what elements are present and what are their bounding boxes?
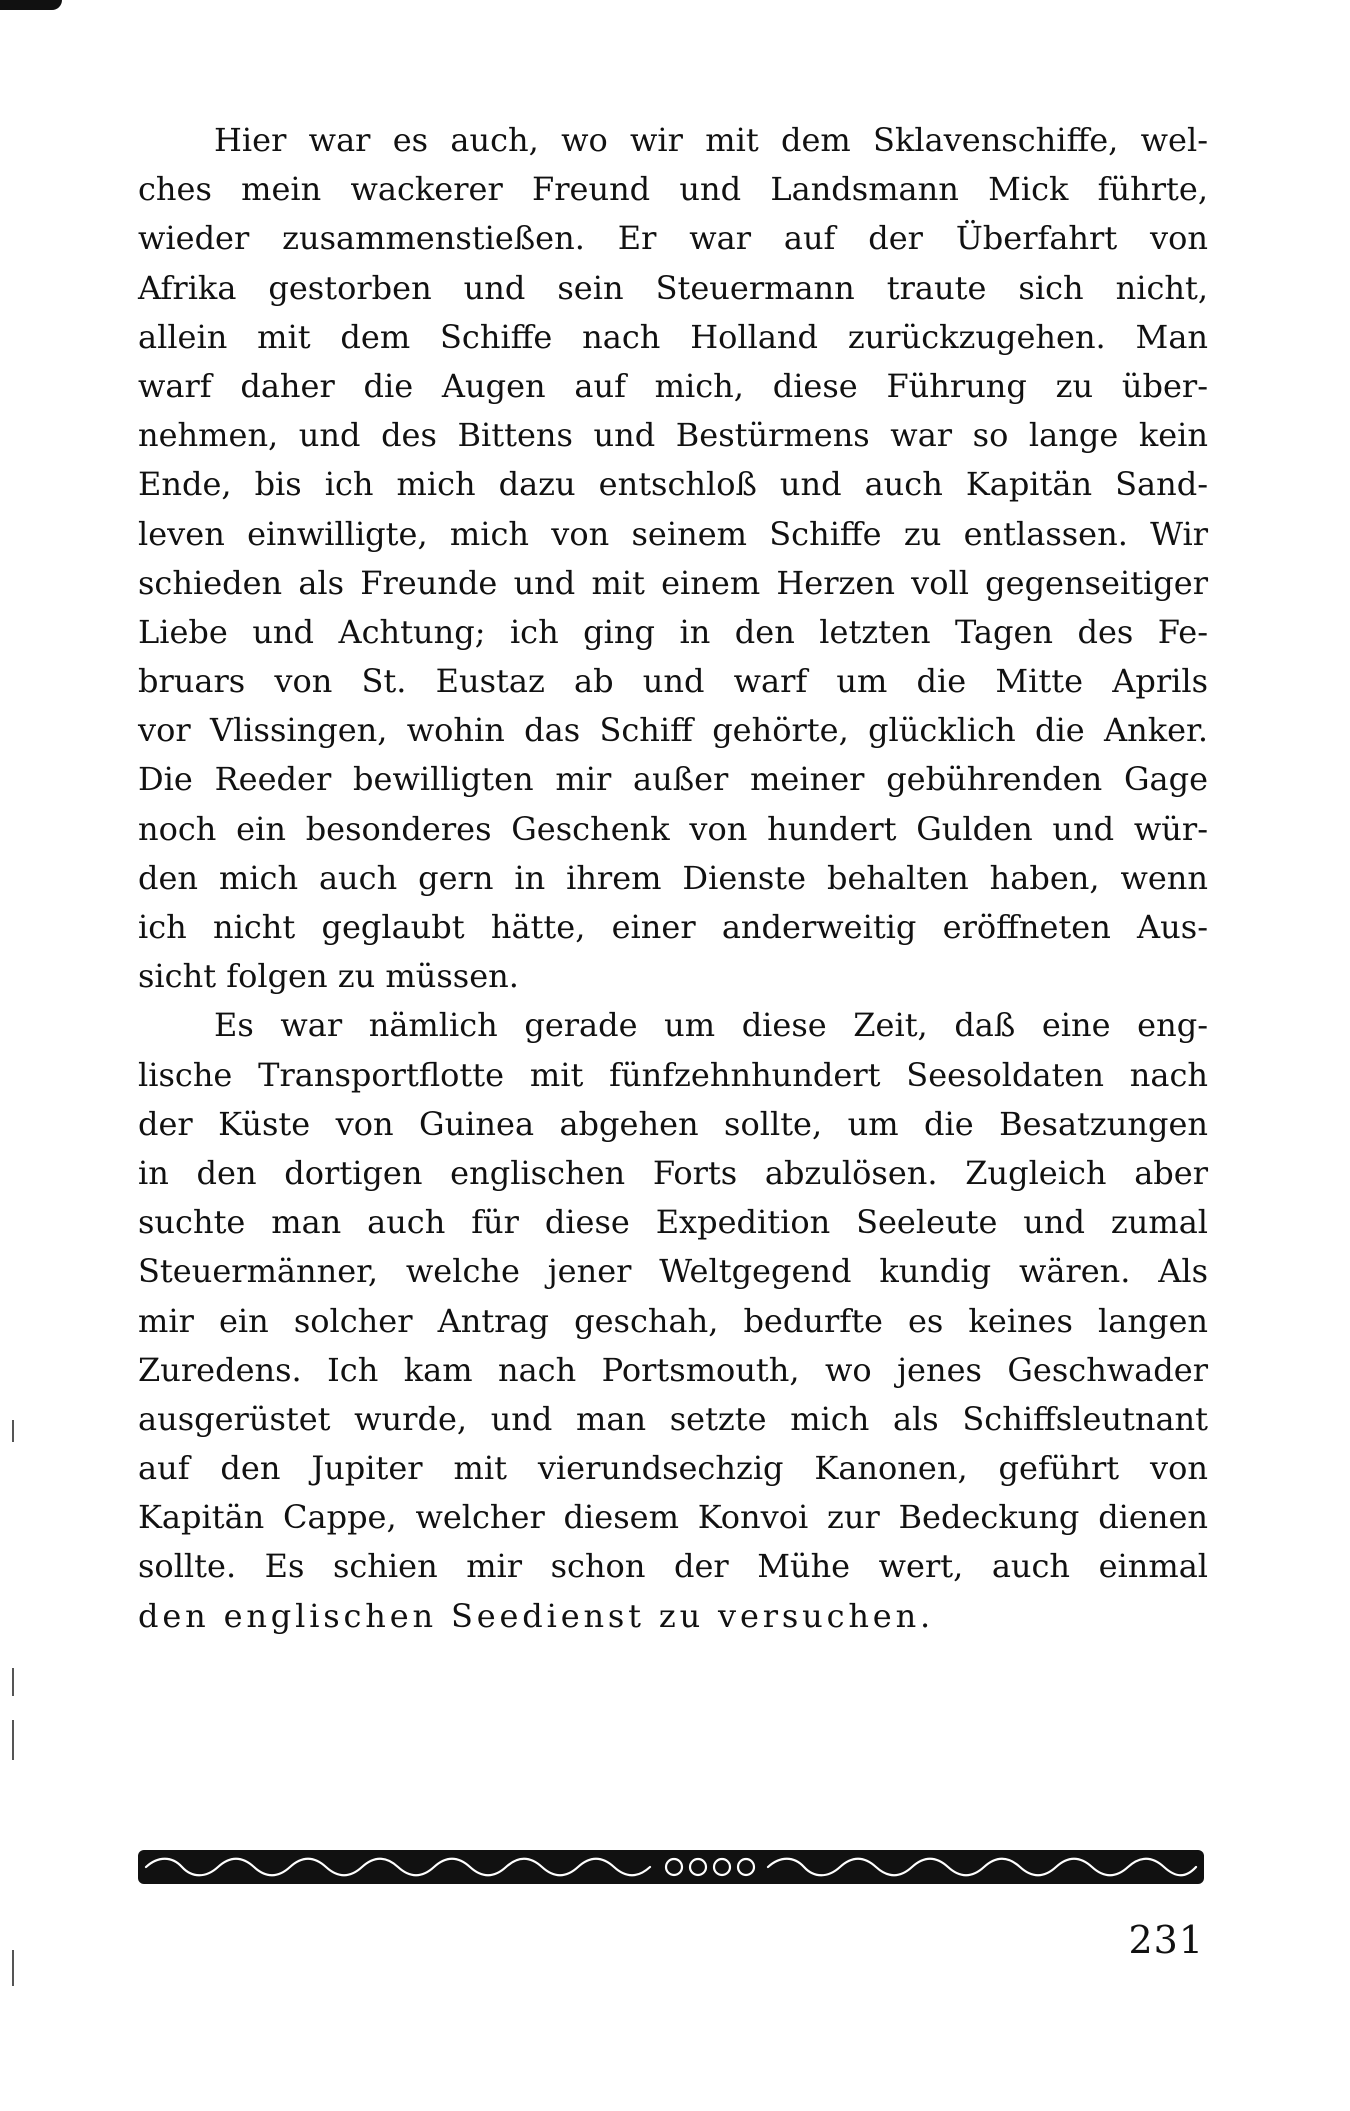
text-line: Die Reeder bewilligten mir außer meiner gebührenden Gage bbox=[138, 760, 1208, 799]
book-page-text bbox=[138, 116, 1208, 1641]
scan-edge-mark bbox=[12, 1950, 14, 1986]
text-line: den mich auch gern in ihrem Dienste behalten haben, wenn bbox=[138, 858, 1208, 897]
text-line: den englischen Seedienst zu versuchen. bbox=[138, 1596, 935, 1635]
text-line: ich nicht geglaubt hätte, einer anderweitig eröffneten Aus- bbox=[138, 908, 1208, 946]
text-line: sicht folgen zu müssen. bbox=[138, 957, 519, 996]
scan-edge-mark bbox=[12, 1668, 14, 1696]
text-line: allein mit dem Schiffe nach Holland zurückzugehen. Man bbox=[138, 317, 1208, 356]
text-line: warf daher die Augen auf mich, diese Führung zu über- bbox=[138, 366, 1208, 405]
text-line: Ende, bis ich mich dazu entschloß und auch Kapitän Sand- bbox=[138, 465, 1208, 504]
text-line: lische Transportflotte mit fünfzehnhundert Seesoldaten nach bbox=[138, 1055, 1208, 1094]
text-line: mir ein solcher Antrag geschah, bedurfte es keines langen bbox=[138, 1301, 1208, 1340]
text-line: auf den Jupiter mit vierundsechzig Kanonen, geführt von bbox=[138, 1449, 1208, 1488]
text-line: vor Vlissingen, wohin das Schiff gehörte, glücklich die Anker. bbox=[138, 711, 1208, 750]
page-number: 231 bbox=[1128, 1918, 1204, 1962]
text-line: Liebe und Achtung; ich ging in den letzten Tagen des Fe- bbox=[138, 612, 1208, 651]
text-line: sollte. Es schien mir schon der Mühe wert, auch einmal bbox=[138, 1547, 1208, 1586]
text-line: Afrika gestorben und sein Steuermann traute sich nicht, bbox=[138, 268, 1208, 307]
text-line: nehmen, und des Bittens und Bestürmens war so lange kein bbox=[138, 416, 1208, 455]
scan-edge-mark bbox=[12, 1720, 14, 1760]
paragraph bbox=[138, 116, 1208, 1001]
text-line: Zuredens. Ich kam nach Portsmouth, wo jenes Geschwader bbox=[138, 1350, 1208, 1389]
ornamental-divider bbox=[138, 1850, 1204, 1884]
text-line: noch ein besonderes Geschenk von hundert Gulden und wür- bbox=[138, 809, 1208, 848]
text-line: Es war nämlich gerade um diese Zeit, daß eine eng- bbox=[214, 1006, 1208, 1045]
paragraph bbox=[138, 1001, 1208, 1640]
text-line: Kapitän Cappe, welcher diesem Konvoi zur Bedeckung dienen bbox=[138, 1498, 1208, 1537]
scan-corner-mark bbox=[0, 0, 62, 10]
scan-edge-mark bbox=[12, 1420, 14, 1442]
text-line: ausgerüstet wurde, und man setzte mich als Schiffsleutnant bbox=[138, 1399, 1208, 1438]
text-line: Steuermänner, welche jener Weltgegend kundig wären. Als bbox=[138, 1252, 1208, 1291]
text-line: bruars von St. Eustaz ab und warf um die Mitte Aprils bbox=[138, 662, 1208, 701]
text-line: in den dortigen englischen Forts abzulösen. Zugleich aber bbox=[138, 1153, 1208, 1192]
text-line: Hier war es auch, wo wir mit dem Sklavenschiffe, wel- bbox=[214, 121, 1208, 159]
text-line: leven einwilligte, mich von seinem Schiffe zu entlassen. Wir bbox=[138, 514, 1208, 553]
text-line: wieder zusammenstießen. Er war auf der Überfahrt von bbox=[138, 219, 1208, 258]
text-line: suchte man auch für diese Expedition Seeleute und zumal bbox=[138, 1203, 1208, 1242]
text-line: der Küste von Guinea abgehen sollte, um die Besatzungen bbox=[138, 1104, 1208, 1143]
text-line: ches mein wackerer Freund und Landsmann Mick führte, bbox=[138, 170, 1208, 209]
text-line: schieden als Freunde und mit einem Herzen voll gegenseitiger bbox=[138, 563, 1208, 602]
